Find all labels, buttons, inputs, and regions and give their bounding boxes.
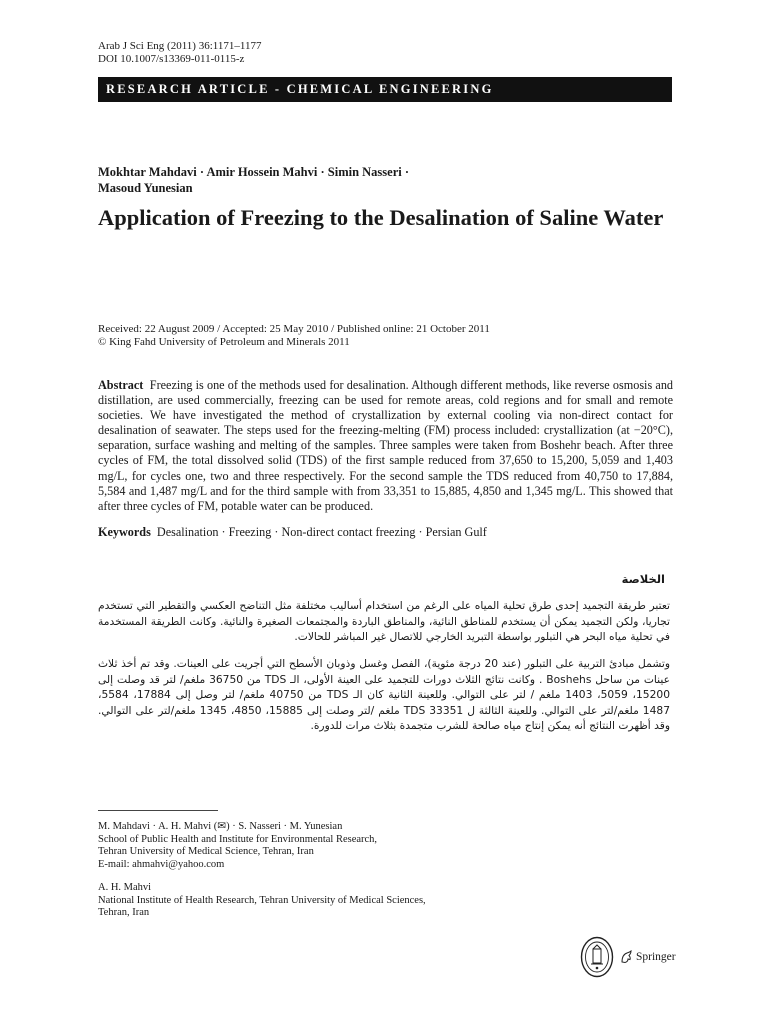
journal-info bbox=[98, 40, 261, 66]
author-list bbox=[98, 164, 672, 196]
journal-citation: Arab J Sci Eng (2011) 36:1171–1177 bbox=[98, 40, 262, 52]
springer-horse-icon bbox=[620, 950, 633, 964]
article-title: Application of Freezing to the Desalination of Saline Water bbox=[98, 205, 664, 230]
affiliation-line: School of Public Health and Institute for Environmental Research, bbox=[98, 833, 378, 845]
affiliation-email[interactable]: E-mail: ahmahvi@yahoo.com bbox=[98, 858, 225, 870]
author-line-1: Mokhtar Mahdavi · Amir Hossein Mahvi · Simin Nasseri · bbox=[98, 165, 410, 179]
keywords-text: Desalination · Freezing · Non-direct contact freezing · Persian Gulf bbox=[156, 525, 487, 539]
affiliation-line: Tehran, Iran bbox=[98, 907, 150, 918]
arabic-abstract-paragraph-1: تعتبر طريقة التجميد إحدى طرق تحلية المياه على الرغم من استخدام أساليب مختلفة مثل التناضح العكسي والتقطير التي تستخدم تجاريا، ولكن التجميد يمكن أن يستخدم للمناطق النائية، والمناطق الباردة والمجتمعات الصغيرة والنائية. وكانت الطريقة المستخدمة في تحلية مياه البحر هي التبلور بواسطة التبريد الخارجي للاتصال غير المباشر للحالات. bbox=[98, 599, 670, 644]
arabic-abstract-paragraph-2: وتشمل مبادئ التربية على التبلور (عند 20 درجة مئوية)، الفصل وغسل وذوبان الأسطح التي أجريت على العينات. وقد تم أخذ ثلاث عينات من ساحل Boshehs . وكانت نتائج الثلاث دورات للتجميد على العينة الأولى، الـ TDS من 36750 ملغم/ لتر قد وصلت إلى 15200، 5059، 1403 ملغم / لتر على التوالي. وللعينة الثانية كان الـ TDS من 40750 ملغم/ لتر وصل إلى 17884، 5584، 1487 ملغم/لتر على التوالي. وللعينة الثالثة ل 33351 TDS ملغم /لتر وصلت إلى 15885، 4850، 1345 ملغم/لتر على التوالي. وقد أظهرت النتائج أنه يمكن إنتاج مياه صالحة للشرب متجمدة بثلاث مرات للدورة. bbox=[98, 657, 670, 733]
abstract-label: Abstract bbox=[98, 378, 144, 392]
affiliation-line: M. Mahdavi · A. H. Mahvi (✉) · S. Nasseri · M. Yunesian bbox=[98, 821, 343, 832]
affiliation-line: National Institute of Health Research, Tehran University of Medical Sciences, bbox=[98, 894, 426, 906]
arabic-abstract-heading: الخلاصة bbox=[621, 572, 665, 586]
publisher-mark bbox=[620, 950, 676, 964]
affiliation-line: A. H. Mahvi bbox=[98, 882, 152, 893]
affiliation-block-1 bbox=[98, 821, 377, 871]
copyright-line: © King Fahd University of Petroleum and Minerals 2011 bbox=[98, 336, 350, 348]
publisher-name: Springer bbox=[636, 951, 676, 963]
author-line-2: Masoud Yunesian bbox=[98, 181, 193, 195]
article-type-banner: RESEARCH ARTICLE - CHEMICAL ENGINEERING bbox=[98, 77, 672, 102]
footnote-divider bbox=[98, 810, 218, 811]
date-history: Received: 22 August 2009 / Accepted: 25 May 2010 / Published online: 21 October 2011 bbox=[98, 323, 490, 335]
publication-dates bbox=[98, 323, 672, 349]
keywords bbox=[98, 525, 673, 540]
university-seal-icon bbox=[580, 936, 614, 978]
affiliation-line: Tehran University of Medical Science, Tehran, Iran bbox=[98, 846, 314, 857]
abstract bbox=[98, 378, 673, 514]
affiliation-block-2 bbox=[98, 882, 426, 920]
abstract-text: Freezing is one of the methods used for desalination. Although different methods, like reverse osmosis and distillation, are used commercially, freezing can be used for remote areas, cold regions and for small and remote societies. We have investigated the method of crystallization by external cooling via non-direct contact for desalination of seawater. The steps used for the freezing-melting (FM) process included: crystallization (at −20°C), separation, surface washing and melting of the samples. Three samples were taken from Boshehr beach. After three cycles of FM, the total dissolved solid (TDS) of the first sample reduced from 37,650 to 15,200, 5,059 and 1,403 mg/L, for cycles one, two and three respectively. For the second sample the TDS reduced from 40,750 to 17,884, 5,584 and 1,487 mg/L and for the third sample with from 33,351 to 15,885, 4,850 and 1,345 mg/L. This showed that after three cycles of FM, potable water can be produced. bbox=[98, 378, 674, 513]
keywords-label: Keywords bbox=[98, 525, 151, 539]
journal-doi[interactable]: DOI 10.1007/s13369-011-0115-z bbox=[98, 53, 245, 65]
